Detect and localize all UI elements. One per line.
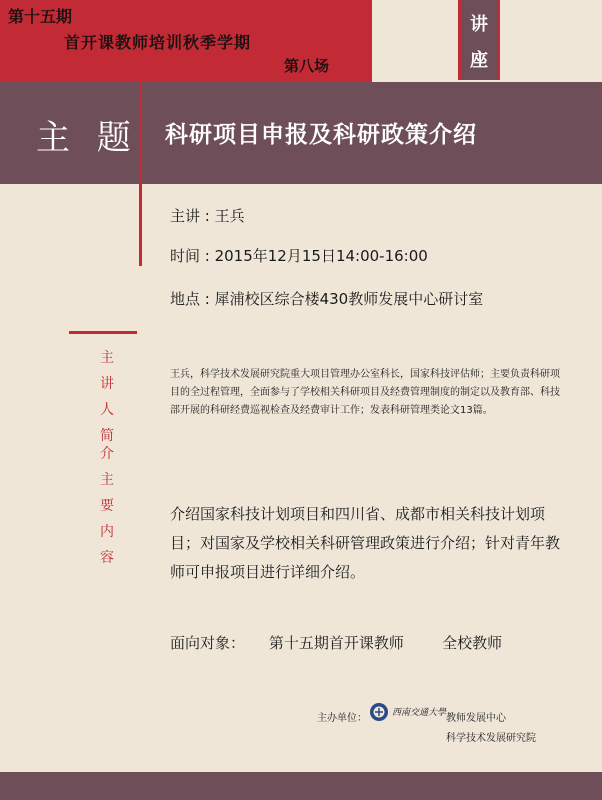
intro-last-char: 介 [100,446,114,462]
side-char: 主 [100,472,114,488]
svg-text:西南交通大學: 西南交通大學 [392,708,447,718]
side-char: 简 [100,428,114,444]
theme-label: 主 题 [36,118,139,158]
horizontal-divider [69,331,137,334]
audience [170,632,502,653]
session-part: 第八场 [284,57,330,75]
audience-group-2: 全校教师 [442,634,503,652]
speaker-intro-label [98,345,116,449]
session-number: 第十五期 [8,7,73,26]
lecture-title: 科研项目申报及科研政策介绍 [165,122,477,148]
host-label: 主办单位： [317,713,367,724]
vertical-divider [139,82,142,266]
lecture-char-2: 座 [470,50,488,71]
speaker-bio: 王兵，科学技术发展研究院重大项目管理办公室科长，国家科技评估师；主要负责科研项目的全过程管理，全面参与了学校相关科研项目及经费管理制度的制定以及教育部、科技部开展的科研经费巡视检查及经费审计工作；发表科研管理类论文13篇。 [170,369,560,416]
audience-label: 面向对象： [170,634,246,652]
side-char: 主 [100,350,114,366]
side-char: 容 [100,550,114,566]
side-char: 讲 [100,376,114,392]
time-info: 时间 : 2015年12月15日14:00-16:00 [170,247,428,265]
university-logo-icon [369,700,447,724]
main-content-label [98,467,116,571]
speaker-info: 主讲 : 王兵 [170,207,245,225]
audience-group-1: 第十五期首开课教师 [268,634,404,652]
lecture-char-1: 讲 [470,14,488,35]
organizer-2: 科学技术发展研究院 [446,733,536,744]
side-char: 人 [100,402,114,418]
lecture-tab [458,0,500,80]
organizer-1: 教师发展中心 [446,713,506,724]
main-content: 介绍国家科技计划项目和四川省、成都市相关科技计划项目；对国家及学校相关科研管理政策进行介绍；针对青年教师可申报项目进行详细介绍。 [170,505,561,581]
place-info: 地点 : 犀浦校区综合楼430教师发展中心研讨室 [170,290,484,308]
bottom-bar [0,772,602,800]
side-char: 要 [100,498,114,514]
side-char: 内 [100,524,114,540]
session-series: 首开课教师培训秋季学期 [64,33,252,52]
theme-band [0,82,602,184]
session-banner [0,0,372,82]
